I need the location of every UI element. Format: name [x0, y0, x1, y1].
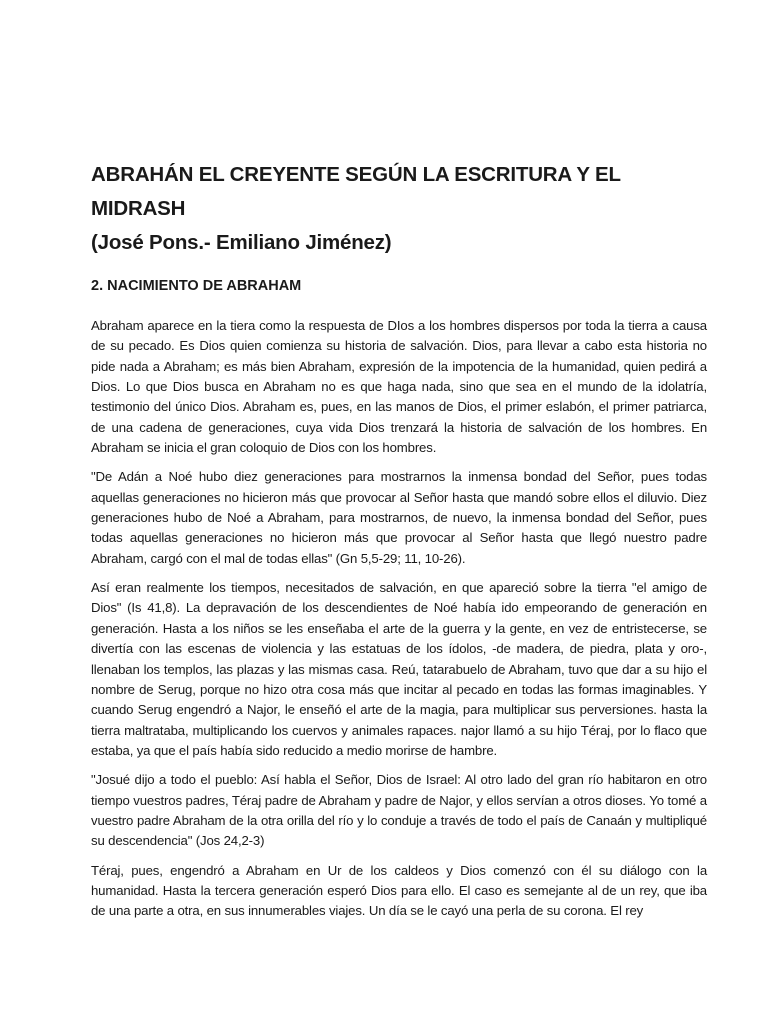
section-heading: 2. NACIMIENTO DE ABRAHAM — [91, 278, 302, 294]
title-line-1: ABRAHÁN EL CREYENTE SEGÚN LA ESCRITURA Y EL MIDRASH — [91, 163, 621, 220]
paragraph-4: "Josué dijo a todo el pueblo: Así habla el Señor, Dios de Israel: Al otro lado del gran río habitaron en otro tiempo vuestros padres, Téraj padre de Abraham y padre de Najor, y ellos servían a otros dioses. Yo tomé a vuestro padre Abraham de la otra orilla del río y lo conduje a través de todo el país de Canaán y multipliqué su descendencia" (Jos 24,2-3) — [91, 772, 707, 849]
paragraph-2: "De Adán a Noé hubo diez generaciones para mostrarnos la inmensa bondad del Señor, pues todas aquellas generaciones no hicieron más que provocar al Señor hasta que mandó sobre ellos el diluvio. Diez generaciones hubo de Noé a Abraham, para mostrarnos, de nuevo, la inmensa bondad del Señor, pues todas aquellas generaciones no hicieron más que provocar al Señor hasta que llegó nuestro padre Abraham, cargó con el mal de todas ellas" (Gn 5,5-29; 11, 10-26). — [91, 469, 707, 566]
paragraph-3: Así eran realmente los tiempos, necesitados de salvación, en que apareció sobre la tierra "el amigo de Dios" (Is 41,8). La depravación de los descendientes de Noé había ido empeorando de generación en generación. Hasta a los niños se les enseñaba el arte de la guerra y la gente, en vez de entristecerse, se divertía con las escenas de violencia y las estatuas de los ídolos, -de madera, de piedra, plata y oro-, llenaban los templos, las plazas y las mismas casa. Reú, tatarabuelo de Abraham, tuvo que dar a su hijo el nombre de Serug, porque no hizo otra cosa más que incitar al pecado en todas las formas imaginables. Y cuando Serug engendró a Najor, le enseñó el arte de la magia, para multiplicar sus perversiones. hasta la tierra maltrataba, multiplicando los cuervos y animales rapaces. najor llamó a su hijo Téraj, por lo flaco que estaba, ya que el país había sido reducido a medio morirse de hambre. — [91, 580, 707, 758]
title-line-2: (José Pons.- Emiliano Jiménez) — [91, 231, 392, 254]
paragraph-1: Abraham aparece en la tiera como la respuesta de DIos a los hombres dispersos por toda la tierra a causa de su pecado. Es Dios quien comienza su historia de salvación. Dios, para llevar a cabo esta historia no pide nada a Abraham; es más bien Abraham, expresión de la impotencia de la humanidad, quien pedirá a Dios. Lo que Dios busca en Abraham no es que haga nada, sino que sea en el mundo de la idolatría, testimonio del único Dios. Abraham es, pues, en las manos de Dios, el primer eslabón, el primer patriarca, de una cadena de generaciones, cuya vida Dios trenzará la historia de salvación de los hombres. En Abraham se inicia el gran coloquio de Dios con los hombres. — [91, 318, 707, 456]
paragraph-5: Téraj, pues, engendró a Abraham en Ur de los caldeos y Dios comenzó con él su diálogo con la humanidad. Hasta la tercera generación esperó Dios para ello. El caso es semejante al de un rey, que iba de una parte a otra, en sus innumerables viajes. Un día se le cayó una perla de su corona. El rey — [91, 862, 707, 919]
document-title — [91, 158, 711, 260]
body-text — [91, 316, 707, 931]
